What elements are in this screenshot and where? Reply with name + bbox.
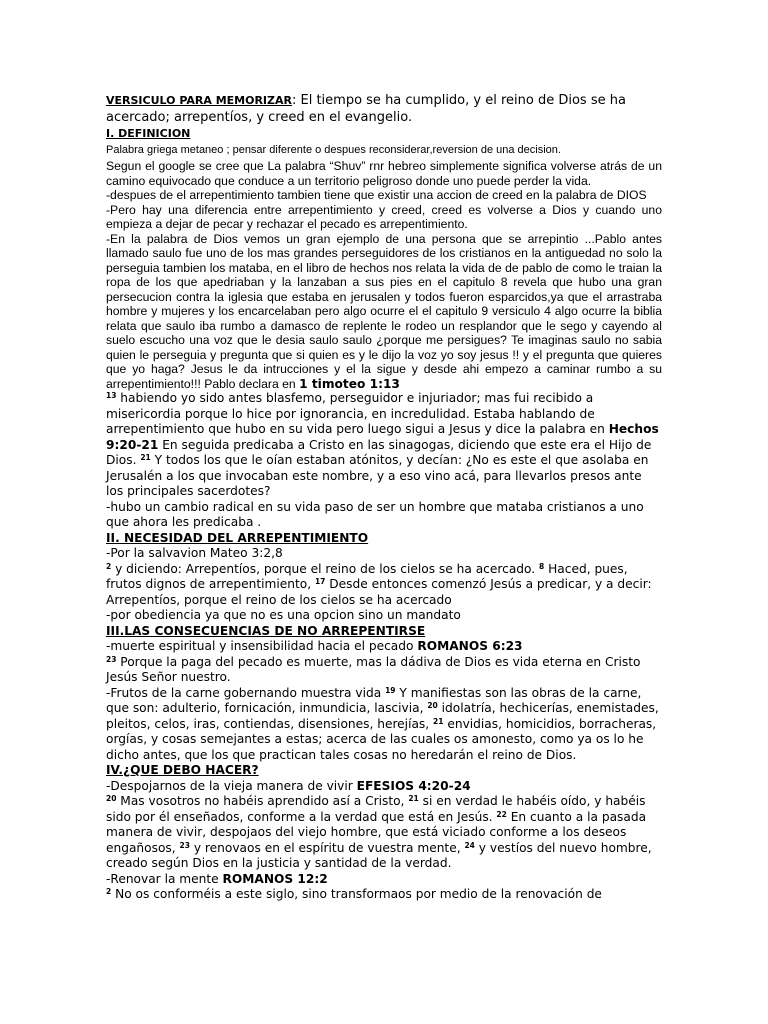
verse-number: 21 [408, 794, 419, 803]
memory-verse-text: : El tiempo se ha cumplido, y el reino de Dios se ha acercado; arrepentíos, y creed en el evangelio. [106, 93, 626, 125]
reference-hechos: Hechos 9:20-21 [106, 422, 659, 452]
line-renovar-mente [106, 872, 662, 888]
verse-text: envidias, homicidios, borracheras, orgías, y cosas semejantes a estas; acerca de las cuales os amonesto, como ya os lo he dicho antes, que los que practican tales cosas no heredarán el reino de Dios. [106, 716, 657, 762]
verse-number: 23 [179, 840, 190, 850]
verse-text: Y manifiestas son las obras de la carne, que son: adulterio, fornicación, inmundicia, lascivia, [106, 685, 642, 715]
verse-number: 8 [539, 561, 545, 571]
verse-number: 21 [140, 453, 151, 462]
section-heading-definicion: I. DEFINICION [106, 127, 191, 140]
memory-verse [106, 92, 662, 126]
verse-text: Desde entonces comenzó Jesús a predicar, y a decir: Arrepentíos, porque el reino de los cielos se ha acercado [106, 577, 652, 607]
verse-text: habiendo yo sido antes blasfemo, perseguidor e injuriador; mas fui recibido a misericordia porque lo hice por ignorancia, en incredulidad. Estaba hablando de arrepentimiento que hubo en su vida pero luego sigui a Jesus y dice la palabra en [106, 391, 609, 436]
line-salvacion: -Por la salvavion Mateo 3:2,8 [106, 546, 283, 560]
verse-text: Mas vosotros no habéis aprendido así a Cristo, [116, 794, 409, 808]
reference-romanos-6-23: ROMANOS 6:23 [417, 639, 523, 653]
memory-verse-label: VERSICULO PARA MEMORIZAR [106, 94, 292, 107]
document-page [106, 92, 662, 903]
line-obediencia: -por obediencia ya que no es una opcion sino un mandato [106, 608, 461, 622]
verse-text: si en verdad le habéis oído, y habéis sido por él enseñados, conforme a la verdad que está en Jesús. [106, 794, 646, 824]
verse-text: En cuanto a la pasada manera de vivir, despojaos del viejo hombre, que está viciado conforme a los deseos engañosos, [106, 809, 647, 855]
paragraph-timoteo-verse [106, 391, 662, 500]
line-muerte-espiritual [106, 639, 662, 655]
section-heading-que-debo-hacer: IV.¿QUE DEBO HACER? [106, 763, 259, 777]
verse-number: 22 [496, 809, 507, 819]
paragraph-radical-change: -hubo un cambio radical en su vida paso de ser un hombre que mataba cristianos a uno que ahora les predicaba . [106, 499, 644, 529]
paragraph-mateo-verses [106, 562, 662, 609]
paragraph-shuv: Segun el google se cree que La palabra “Shuv” rnr hebreo simplemente significa volverse atrás de un camino equivocado que conduce a un territorio peligroso donde uno puede perder la vida. [106, 159, 662, 188]
reference-efesios: EFESIOS 4:20-24 [356, 778, 471, 793]
verse-text: En seguida predicaba a Cristo en las sinagogas, diciendo que este era el Hijo de Dios. [106, 437, 652, 467]
verse-number: 24 [464, 840, 475, 850]
paragraph-pablo-example [106, 232, 662, 392]
verse-text: Haced, pues, frutos dignos de arrepentimiento, [106, 561, 628, 591]
paragraph-greek-word: Palabra griega metaneo ; pensar diferente o despues reconsiderar,reversion de una decision. [106, 144, 561, 156]
paragraph-romanos-verse [106, 655, 662, 686]
line-text: -Despojarnos de la vieja manera de vivir [106, 778, 357, 793]
verse-number: 13 [106, 391, 117, 400]
reference-romanos-12-2: ROMANOS 12:2 [222, 871, 328, 886]
verse-number: 23 [106, 654, 117, 664]
verse-number: 17 [314, 577, 326, 586]
section-heading-necesidad: II. NECESIDAD DEL ARREPENTIMIENTO [106, 530, 369, 545]
paragraph-difference: -Pero hay una diferencia entre arrepentimiento y creed, creed es volverse a Dios y cuando uno empieza a dejar de pecar y rechazar el pecado es arrepentimiento. [106, 202, 662, 231]
verse-number: 20 [106, 794, 117, 803]
verse-text: Y todos los que le oían estaban atónitos, y decían: ¿No es este el que asolaba en Jerusalén a los que invocaban este nombre, y a eso vino acá, para llevarlos presos ante los principales sacerdotes? [106, 453, 649, 498]
paragraph-romanos-12-verse [106, 887, 662, 903]
verse-text: y vestíos del nuevo hombre, creado según Dios en la justicia y santidad de la verdad. [106, 840, 652, 870]
reference-1-timoteo: 1 timoteo 1:13 [299, 376, 400, 391]
paragraph-creed-action: -despues de el arrepentimiento tambien tiene que existir una accion de creed en la palabra de DIOS [106, 188, 647, 202]
line-text: -muerte espiritual y insensibilidad hacia el pecado [106, 639, 418, 653]
line-text: -Renovar la mente [106, 871, 223, 886]
pablo-story-text: -En la palabra de Dios vemos un gran ejemplo de una persona que se arrepintio ...Pablo antes llamado saulo fue uno de los mas grandes perseguidores de los cristianos en la antiguedad no solo la perseguia tambien los mataba, en el libro de hechos nos relata la vida de de pablo de como le traian la ropa de los que apedriaban y la lanzaban a sus pies en el capitulo 8 revela que hubo una gran persecucion contra la iglesia que estaba en jerusalen y todos fueron esparcidos,ya que el arrastraba hombre y mujeres y los encarcelaban pero algo ocurre el el capitulo 9 versiculo 4 algo ocurre la biblia relata que saulo iba rumbo a damasco de replente le rodeo un resplandor que le sego y cayendo al suelo escucho una voz que le desia saulo saulo ¿porque me persigues? Te imaginas saulo no sabia quien le perseguia y pregunta que si quien es y le dijo la voz yo soy jesus !! y el pregunta que quieres que yo haga? Jesus le da intrucciones y el la sigue y desde ahi empezo a caminar rumbo a su arrepentimiento!!! Pablo declara en [106, 231, 662, 391]
line-text: -Frutos de la carne gobernando muestra vida [106, 685, 386, 700]
paragraph-efesios-verses [106, 794, 662, 872]
verse-number: 20 [427, 701, 438, 710]
verse-number: 21 [433, 716, 444, 726]
verse-text: y renovaos en el espíritu de vuestra mente, [189, 840, 465, 855]
line-despojarnos [106, 779, 662, 795]
verse-number: 2 [106, 887, 112, 896]
verse-text: y diciendo: Arrepentíos, porque el reino de los cielos se ha acercado. [111, 561, 540, 576]
verse-text: No os conforméis a este siglo, sino transformaos por medio de la renovación de [111, 887, 602, 901]
paragraph-frutos-carne [106, 686, 662, 764]
verse-text: idolatría, hechicerías, enemistades, pleitos, celos, iras, contiendas, disensiones, herejías, [106, 701, 659, 731]
verse-number: 2 [106, 561, 112, 571]
verse-number: 19 [385, 685, 396, 695]
verse-text: Porque la paga del pecado es muerte, mas la dádiva de Dios es vida eterna en Cristo Jesús Señor nuestro. [106, 654, 641, 684]
section-heading-consecuencias: III.LAS CONSECUENCIAS DE NO ARREPENTIRSE [106, 623, 426, 638]
